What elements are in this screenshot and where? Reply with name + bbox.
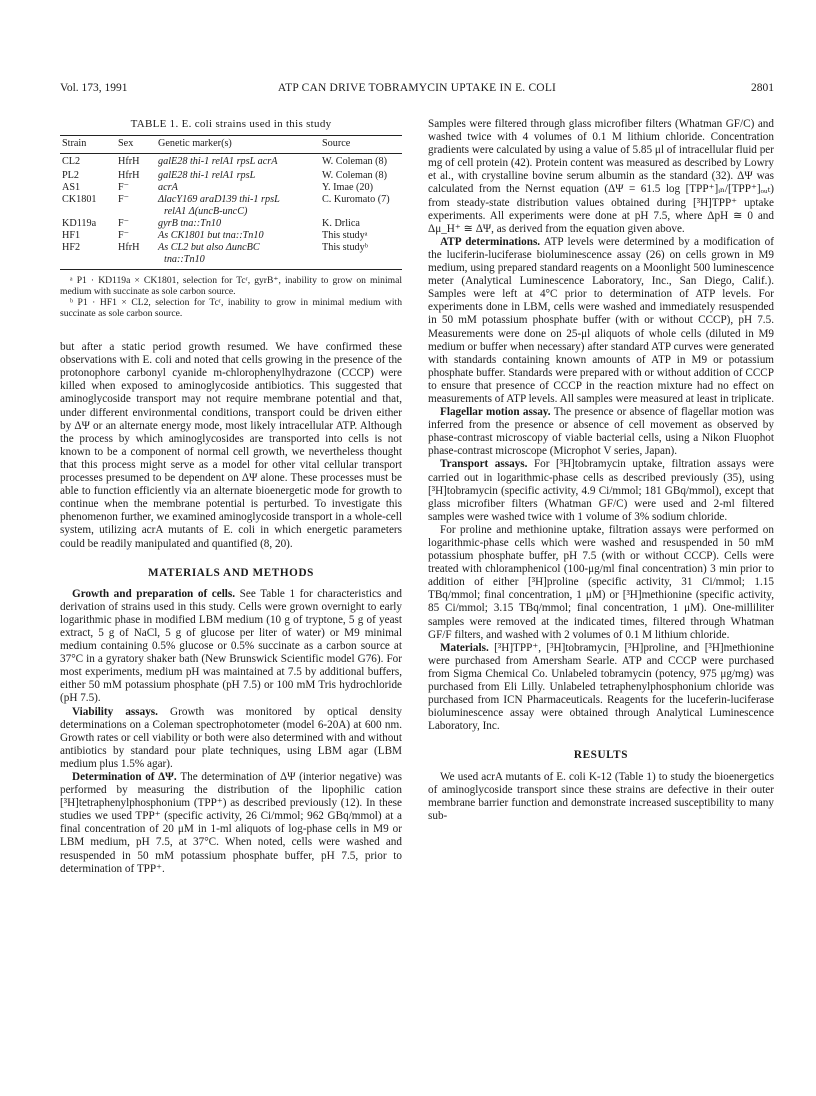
sex-cell — [116, 206, 156, 218]
atp-run-head: ATP determinations. — [440, 235, 541, 248]
table-footnotes — [60, 275, 402, 319]
growth-run-head: Growth and preparation of cells. — [72, 587, 236, 600]
viability-paragraph — [60, 706, 402, 771]
strains-table — [60, 135, 402, 270]
atp-paragraph — [428, 236, 774, 406]
running-header — [60, 82, 774, 96]
genetic-marker-cell: relA1 Δ(uncB-uncC) — [164, 206, 248, 218]
table-footnote-b: ᵇ P1 · HF1 × CL2, selection for Tcʳ, inability to grow in minimal medium with succinate as sole carbon source. — [60, 297, 402, 320]
table-row — [60, 182, 402, 194]
intro-paragraph: but after a static period growth resumed. We have confirmed these observations with E. coli and noted that cells growing in the presence of the protonophore carbonyl cyanide m-chlorophenylhydrazone (CCCP) were killed when exposed to aminoglycoside antibiotics. This suggested that aminoglycoside transport may not require membrane potential and that, under different environmental conditions, transport could be driven either by ΔΨ or an alternate energy mode, most likely intracellular ATP. Although the process by which aminoglycosides are transported into cells is not known to be a component of normal cell growth, we nevertheless thought that this process might serve as a model for other vital cellular transport processes presumed to be dependent on ΔΨ alone. These processes must be able to function efficiently via an alternate bioenergetic mode for growth to continue when the membrane potential is perturbed. To investigate this phenomenon further, we examined aminoglycoside transport in a whole-cell system, utilizing acrA mutants of E. coli in which energetic parameters could be readily manipulated and quantified (8, 20). — [60, 341, 402, 550]
source-cell: W. Coleman (8) — [322, 170, 387, 182]
column-header-strain: Strain — [60, 136, 116, 154]
viability-run-head: Viability assays. — [72, 705, 158, 718]
sex-cell — [116, 254, 156, 270]
table-row — [60, 170, 402, 182]
materials-body: [³H]TPP⁺, [³H]tobramycin, [³H]proline, and [³H]methionine were purchased from Amersham Searle. ATP and CCCP were purchased from Sigma Chemical Co. Unlabeled tobramycin (potency, 975 μg/mg) was purchased from Eli Lilly. Unlabeled tetraphenylphosphonium chloride was purchased from ICN Pharmaceuticals. Reagents for the luceferin-luciferase bioluminescence assay were obtained through Analytical Luminescence Laboratory, Inc. — [428, 641, 774, 733]
column-header-genetic-markers: Genetic marker(s) — [156, 136, 320, 154]
sex-cell: F⁻ — [118, 218, 130, 230]
table-title: TABLE 1. E. coli strains used in this study — [130, 118, 332, 130]
dpsi-run-head: Determination of ΔΨ. — [72, 771, 177, 783]
materials-run-head: Materials. — [440, 641, 489, 654]
table-row — [60, 242, 402, 254]
section-title-results: RESULTS — [573, 749, 629, 762]
genetic-marker-cell: As CL2 but also ΔuncBC — [158, 242, 260, 254]
sex-cell: HfrH — [118, 156, 140, 168]
atp-body: ATP levels were determined by a modification of the luciferin-luciferase bioluminescence assay (26) on cells grown in M9 medium, using prepared standard reagents on a Moonlight 500 luminescence meter (Analytical Luminescence Laboratory, Inc., San Diego, Calif.). Samples were left at 4°C prior to determination of ATP levels. For experiments done in LBM, cells were washed and immediately resuspended in 50 mM potassium phosphate buffer (with or without CCCP), pH 7.5. Measurements were done on 25-μl aliquots of whole cells (diluted in M9 medium or buffer when necessary) after standard ATP curves were generated with standards containing known amounts of ATP in M9 or potassium phosphate buffer. Standards were prepared with or without addition of CCCP to ensure that presence of CCCP in the reaction mixture had no effect on measurements of ATP levels. All samples were measured at least in triplicate. — [428, 235, 774, 405]
section-title-materials-methods: MATERIALS AND METHODS — [148, 566, 314, 579]
strain-cell: CK1801 — [62, 194, 97, 206]
dpsi-paragraph — [60, 771, 402, 876]
sex-cell: F⁻ — [118, 194, 130, 206]
right-column — [428, 118, 774, 823]
dpsi-continued-paragraph: Samples were filtered through glass microfiber filters (Whatman GF/C) and washed twice with 4 volumes of 0.1 M lithium chloride. Concentration gradients were calculated by using a value of 5.85 μl of intracellular fluid per mg of cell protein (42). Protein content was measured as described by Lowry et al., with crystalline bovine serum albumin as the standard (32). ΔΨ was calculated from the Nernst equation (ΔΨ = 61.5 log [TPP⁺]ᵢₙ/[TPP⁺]ₒᵤₜ) from steady-state distribution values obtained during [³H]TPP⁺ uptake experiments. All experiments were done at pH 7.5, where ΔpH ≅ 0 and Δμ_H⁺ ≅ ΔΨ, as derived from the equation given above. — [428, 118, 774, 235]
proline-paragraph: For proline and methionine uptake, filtration assays were performed on logarithmic-phase cells which were washed and resuspended in 50 mM potassium phosphate buffer, pH 7.5 (with or without CCCP). Cells were treated with chloramphenicol (100-μg/ml final concentration) 3 min prior to addition of either [³H]proline (specific activity, 31 Ci/mmol; 1.15 TBq/mmol; final concentration, 1 μM) or [³H]methionine (specific activity, 85 Ci/mmol; 3.15 TBq/mmol; final concentration, 1 μM). One-milliliter samples were removed at the indicated times, filtered through Whatman GF/F filters, and washed with 2 volumes of 0.1 M lithium chloride. — [428, 523, 774, 641]
page-number: 2801 — [751, 82, 774, 94]
genetic-marker-cell: As CK1801 but tna::Tn10 — [158, 230, 264, 242]
table-row-continuation — [60, 206, 402, 218]
source-cell: This studyᵃ — [322, 230, 368, 242]
strain-cell: PL2 — [62, 170, 79, 182]
flagellar-paragraph — [428, 406, 774, 458]
column-header-source: Source — [320, 136, 402, 154]
source-cell: K. Drlica — [322, 218, 360, 230]
genetic-marker-cell: gyrB tna::Tn10 — [158, 218, 222, 230]
flagellar-run-head: Flagellar motion assay. — [440, 406, 551, 419]
sex-cell: F⁻ — [118, 230, 130, 242]
table-header-row — [60, 136, 402, 154]
genetic-marker-cell: ΔlacY169 araD139 thi-1 rpsL — [158, 194, 280, 206]
sex-cell: F⁻ — [118, 182, 130, 194]
genetic-marker-cell: tna::Tn10 — [156, 254, 320, 270]
dpsi-body: The determination of ΔΨ (interior negative) was performed by measuring the distribution of the lipophilic cation [³H]tetraphenylphosphonium (TPP⁺) as described previously (12). In these studies we used TPP⁺ (specific activity, 26 Ci/mmol; 962 GBq/mmol) at a final concentration of 20 μM in 1-ml aliquots of log-phase cells in M9 or LBM medium, pH 7.5, at 37°C. When noted, cells were washed and resuspended in 50 mM potassium phosphate buffer, pH 7.5, prior to determination of TPP⁺. — [60, 771, 403, 875]
genetic-marker-cell: acrA — [158, 182, 178, 194]
table-row — [60, 218, 402, 230]
transport-body: For [³H]tobramycin uptake, filtration assays were carried out in logarithmic-phase cells as described previously (35), using [³H]tobramycin (specific activity, 4.9 Ci/mmol; 181 GBq/mmol), except that glass microfiber filters (Whatman GF/C) were used and 2-ml filtered samples were washed twice with 1 volume of 3% sodium chloride. — [428, 458, 774, 523]
transport-run-head: Transport assays. — [440, 458, 528, 471]
source-cell: C. Kuromato (7) — [322, 194, 390, 206]
volume-label: Vol. 173, 1991 — [60, 82, 128, 94]
strain-cell: HF1 — [62, 230, 81, 242]
source-cell — [320, 206, 402, 218]
transport-paragraph — [428, 458, 774, 523]
strain-cell: CL2 — [62, 156, 81, 168]
table-row — [60, 154, 402, 171]
strain-cell: AS1 — [62, 182, 81, 194]
table-footnote-a: ᵃ P1 · KD119a × CK1801, selection for Tcʳ, gyrB⁺, inability to grow on minimal medium with succinate as sole carbon source. — [60, 275, 402, 298]
table-row — [60, 194, 402, 206]
strain-cell: KD119a — [62, 218, 97, 230]
growth-paragraph — [60, 588, 402, 706]
viability-body: Growth was monitored by optical density determinations on a Coleman spectrophotometer (model 6-20A) at 600 nm. Growth rates or cell viability or both were also determined with and without antibiotics by standard pour plate techniques, using LBM agar (LBM medium plus 1.5% agar). — [60, 705, 403, 770]
column-header-sex: Sex — [116, 136, 156, 154]
results-paragraph: We used acrA mutants of E. coli K-12 (Table 1) to study the bioenergetics of aminoglycoside transport since these strains are defective in their outer membrane barrier function and demonstrate increased susceptibility to many sub- — [428, 770, 774, 822]
table-row-continuation — [60, 254, 402, 270]
genetic-marker-cell: galE28 thi-1 relA1 rpsL — [158, 170, 256, 182]
table-row — [60, 230, 402, 242]
source-cell — [320, 254, 402, 270]
genetic-marker-cell: galE28 thi-1 relA1 rpsL acrA — [158, 156, 278, 168]
flagellar-body: The presence or absence of flagellar motion was inferred from the presence or absence of cell movement as observed by phase-contrast microscopy of viable bacterial cells, using a Nikon Fluophot phase-contrast microscope (Microphot V series, Japan). — [428, 406, 774, 458]
source-cell: This studyᵇ — [322, 242, 368, 254]
strain-cell — [60, 254, 116, 270]
running-title: ATP CAN DRIVE TOBRAMYCIN UPTAKE IN E. COLI — [277, 82, 557, 94]
left-column — [60, 118, 402, 876]
strain-cell — [60, 206, 116, 218]
growth-body: See Table 1 for characteristics and derivation of strains used in this study. Cells were grown overnight to early logarithmic phase in modified LBM medium (10 g of tryptone, 5 g of yeast extract, 5 g of NaCl, 5 g of glucose per liter of water) or M9 minimal medium containing 0.5% glucose or 0.5% succinate as a carbon source at 37°C in a gyratory shaker bath (New Brunswick Scientific model G76). For most experiments, medium pH was maintained at 7.5 by additional buffers, either 50 mM potassium phosphate (pH 7.5) or 100 mM Tris hydrochloride (pH 7.5). — [60, 587, 403, 705]
source-cell: Y. Imae (20) — [322, 182, 374, 194]
source-cell: W. Coleman (8) — [322, 156, 387, 168]
sex-cell: HfrH — [118, 170, 140, 182]
sex-cell: HfrH — [118, 242, 140, 254]
materials-paragraph — [428, 642, 774, 734]
strain-cell: HF2 — [62, 242, 81, 254]
